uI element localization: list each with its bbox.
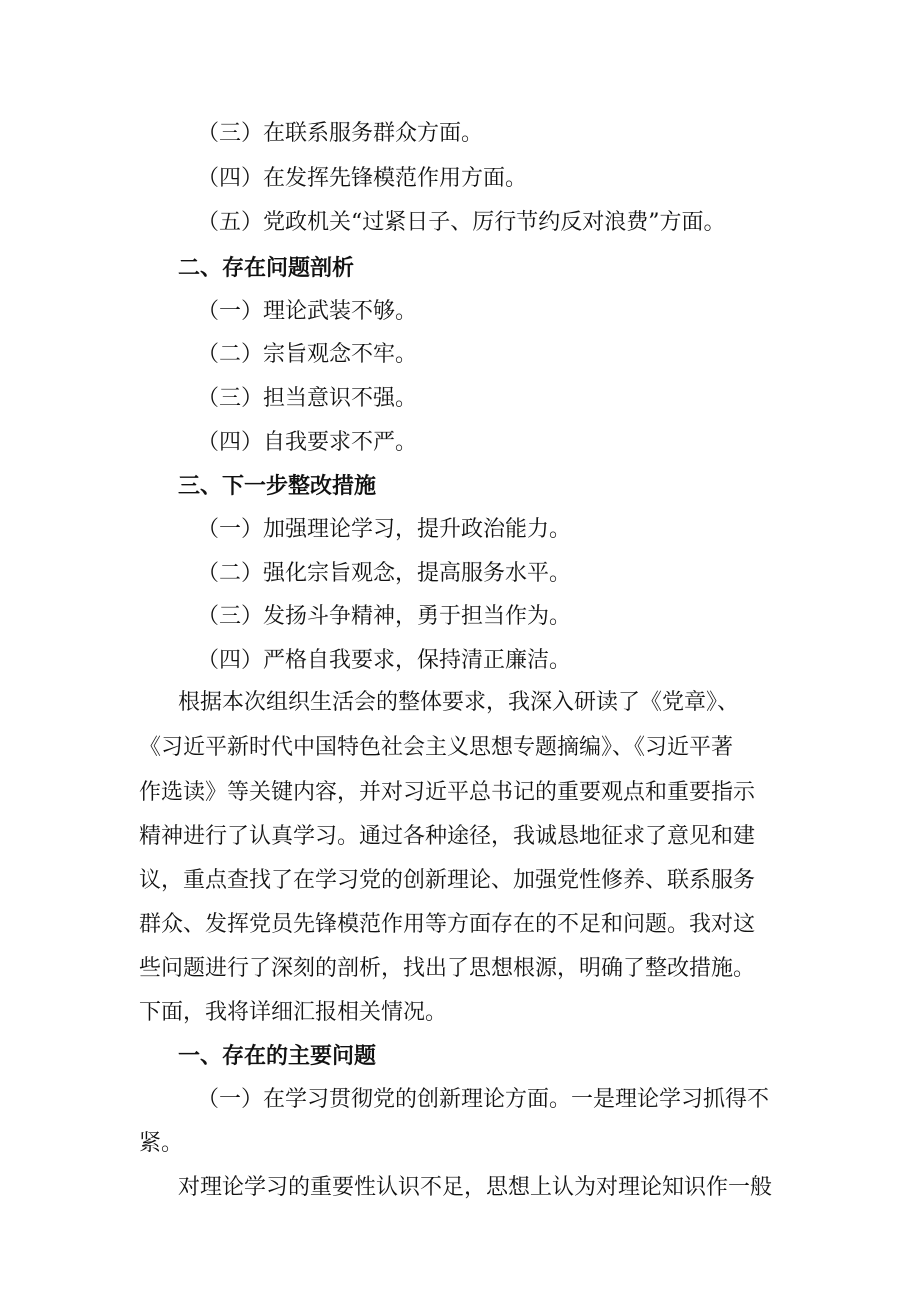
section2-item-2: （二）宗旨观念不牢。 <box>197 342 418 367</box>
intro-line-4: 精神进行了认真学习。通过各种途径，我诚恳地征求了意见和建 <box>139 824 756 849</box>
section2-heading: 二、存在问题剖析 <box>178 255 355 281</box>
intro-line-7: 些问题进行了深刻的剖析，找出了思想根源，明确了整改措施。 <box>139 956 756 981</box>
body-last-line: 对理论学习的重要性认识不足，思想上认为对理论知识作一般 <box>178 1175 773 1200</box>
section1-item-3: （三）在联系服务群众方面。 <box>197 121 484 146</box>
section2-item-3: （三）担当意识不强。 <box>197 386 418 411</box>
section3-item-2: （二）强化宗旨观念，提高服务水平。 <box>197 561 572 586</box>
intro-line-6: 群众、发挥党员先锋模范作用等方面存在的不足和问题。我对这 <box>139 912 756 937</box>
section2-item-4: （四）自我要求不严。 <box>197 430 418 455</box>
main-heading: 一、存在的主要问题 <box>178 1043 377 1069</box>
intro-line-5: 议，重点查找了在学习党的创新理论、加强党性修养、联系服务 <box>139 868 756 893</box>
section3-heading: 三、下一步整改措施 <box>178 473 377 499</box>
section3-item-4: （四）严格自我要求，保持清正廉洁。 <box>197 648 572 673</box>
section1-item-5: （五）党政机关“过紧日子、厉行节约反对浪费”方面。 <box>197 210 726 235</box>
intro-line-8: 下面，我将详细汇报相关情况。 <box>139 1000 448 1025</box>
item1-line-1: （一）在学习贯彻党的创新理论方面。一是理论学习抓得不 <box>197 1087 770 1112</box>
item1-line-2: 紧。 <box>139 1131 184 1156</box>
section2-item-1: （一）理论武装不够。 <box>197 299 418 324</box>
section3-item-1: （一）加强理论学习，提升政治能力。 <box>197 517 572 542</box>
intro-line-3: 作选读》等关键内容，并对习近平总书记的重要观点和重要指示 <box>139 780 756 805</box>
section3-item-3: （三）发扬斗争精神，勇于担当作为。 <box>197 604 572 629</box>
intro-line-2: 《习近平新时代中国特色社会主义思想专题摘编》、《习近平著 <box>139 735 734 760</box>
section1-item-4: （四）在发挥先锋模范作用方面。 <box>197 166 528 191</box>
intro-line-1: 根据本次组织生活会的整体要求，我深入研读了《党章》、 <box>178 690 740 715</box>
